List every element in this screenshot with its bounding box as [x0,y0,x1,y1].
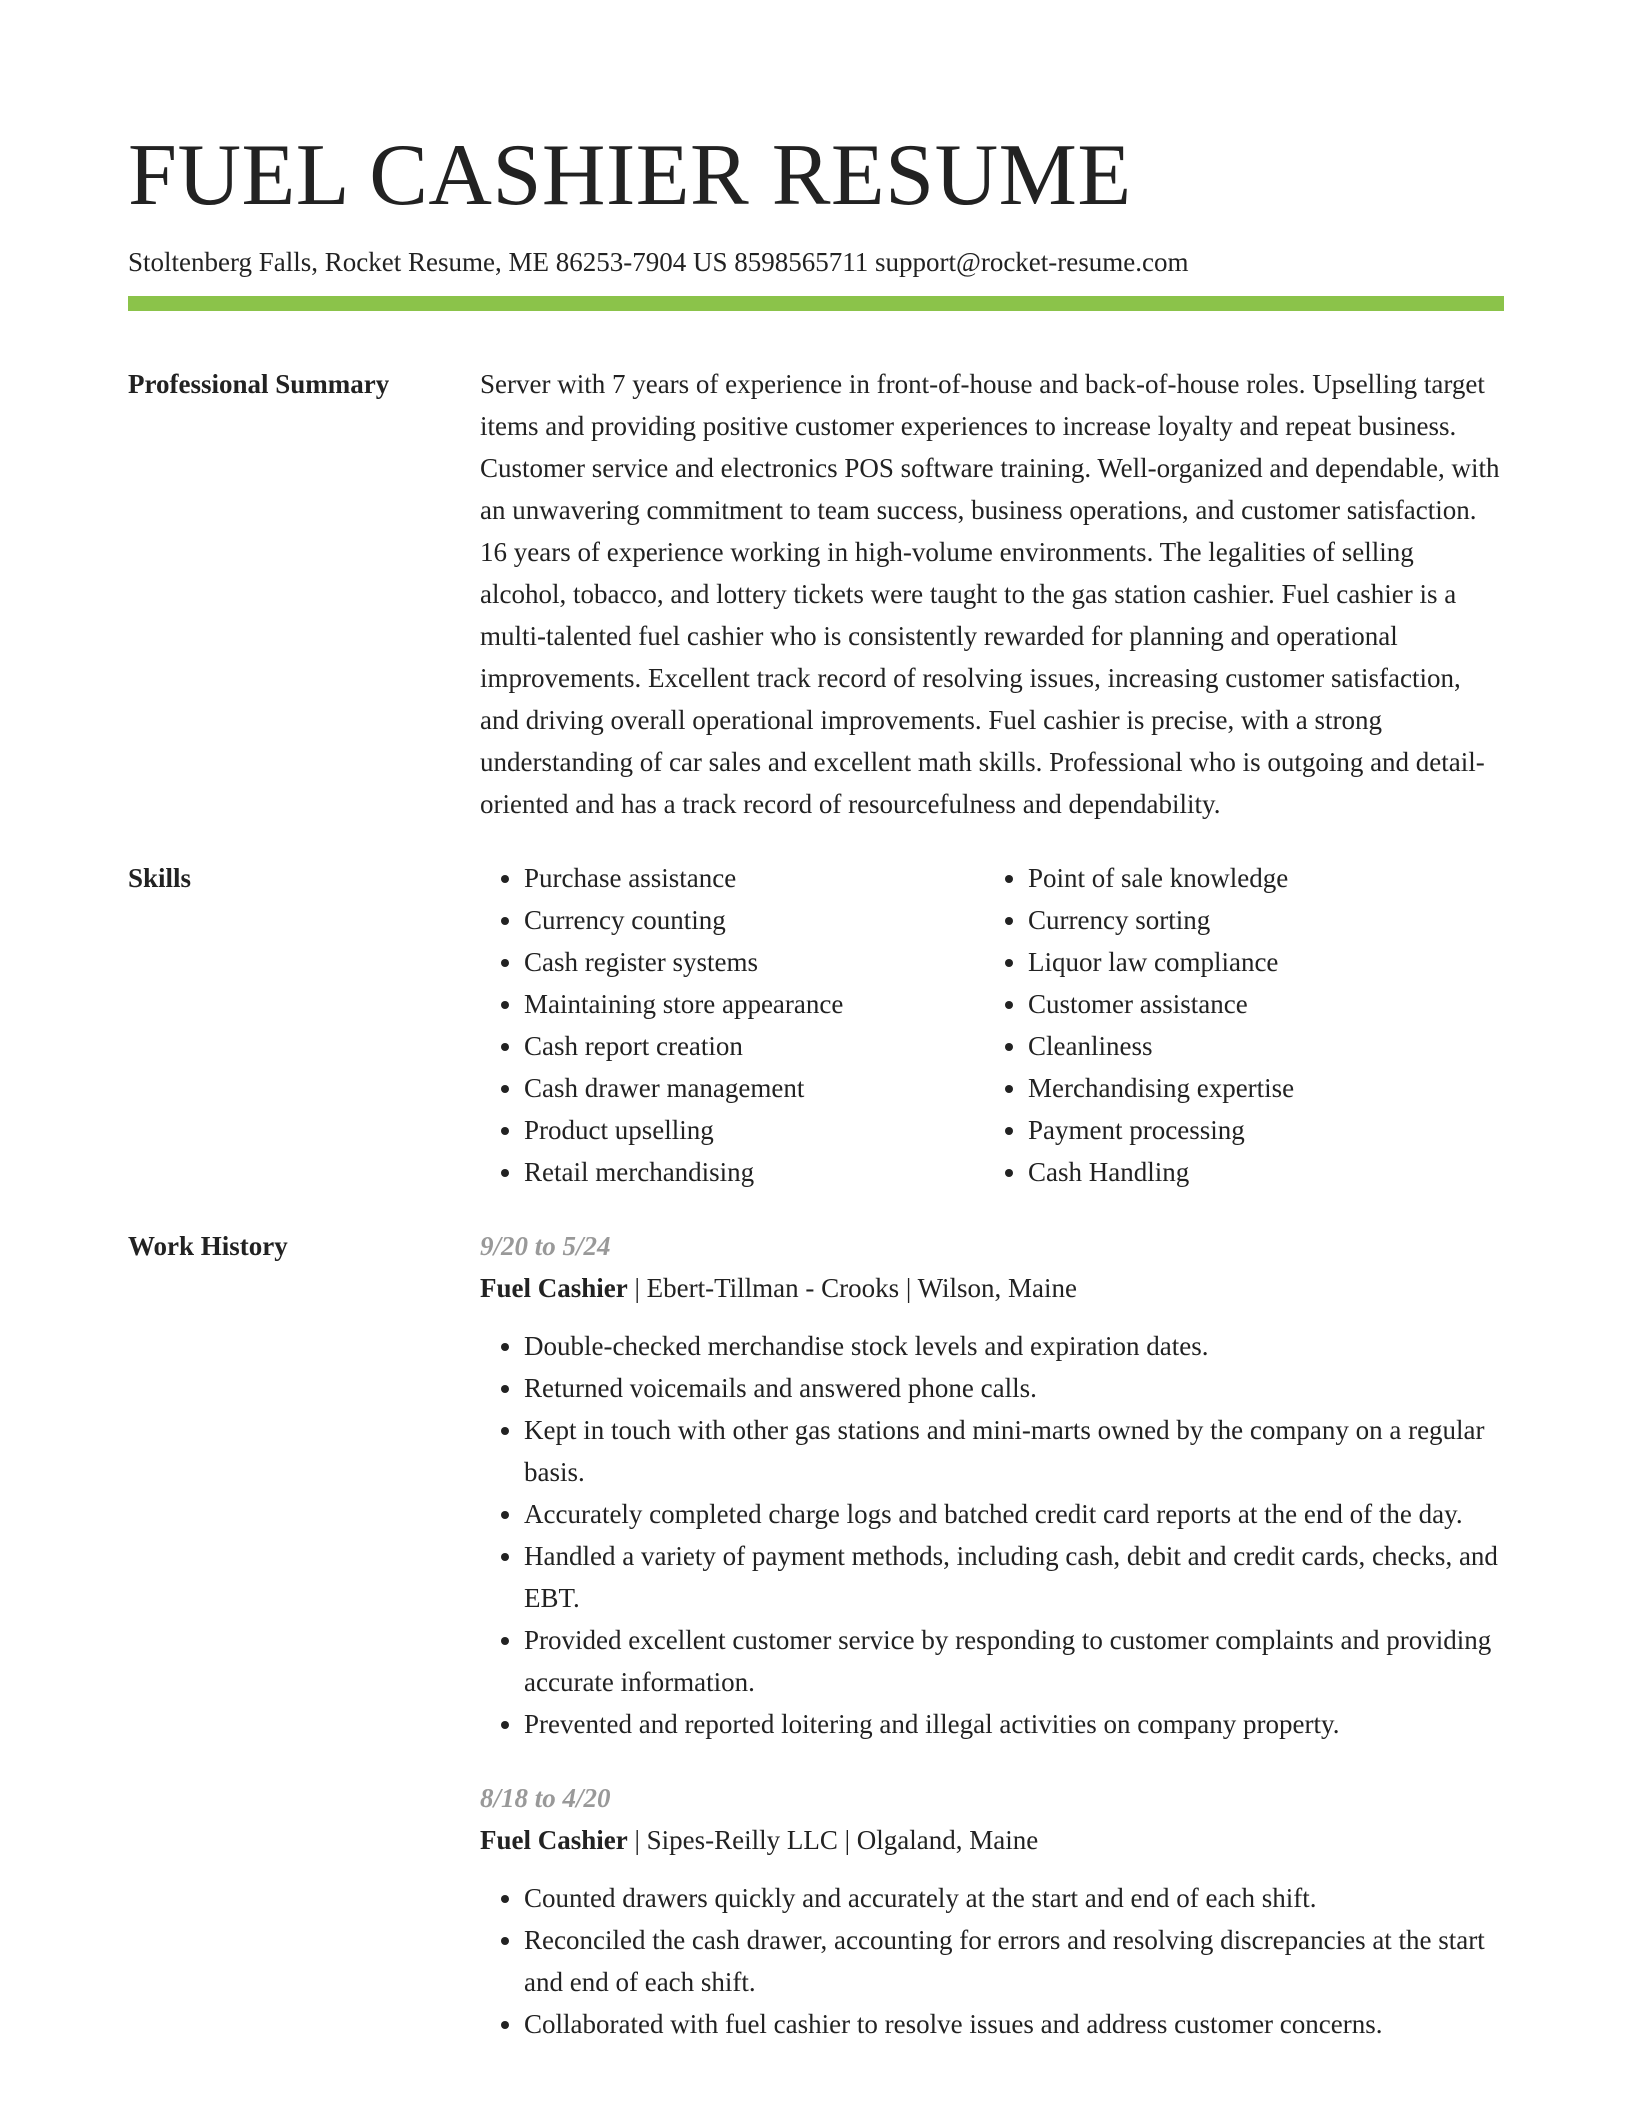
skills-list-left [480,857,984,1193]
job-title: Fuel Cashier [480,1825,628,1856]
skill-item: • Cash register systems [524,941,984,983]
summary-label: Professional Summary [128,369,390,400]
contact-line: Stoltenberg Falls, Rocket Resume, ME 86253-7904 US 8598565711 support@rocket-resume.com [128,247,1189,277]
skill-item: • Cash report creation [524,1025,984,1067]
skills-grid [480,857,1508,1193]
skill-item: • Purchase assistance [524,857,984,899]
accent-divider [128,296,1504,311]
job-entry [480,1777,1504,2045]
summary-section [128,363,1504,825]
job-details: | Ebert-Tillman - Crooks | Wilson, Maine [627,1273,1077,1304]
job-bullet: • Accurately completed charge logs and batched credit card reports at the end of the day. [524,1493,1504,1535]
skill-item: • Point of sale knowledge [1028,857,1508,899]
job-bullet: • Collaborated with fuel cashier to resolve issues and address customer concerns. [524,2003,1504,2045]
job-bullet: • Prevented and reported loitering and illegal activities on company property. [524,1703,1504,1745]
job-bullet: • Handled a variety of payment methods, including cash, debit and credit cards, checks, and EBT. [524,1535,1504,1619]
skill-item: • Product upselling [524,1109,984,1151]
skill-item: • Currency counting [524,899,984,941]
job-bullet: • Counted drawers quickly and accurately at the start and end of each shift. [524,1877,1504,1919]
skills-body [480,857,1508,1193]
skill-item: • Retail merchandising [524,1151,984,1193]
job-bullets [480,1877,1504,2045]
work-history-body [480,1225,1504,2045]
job-bullet: • Reconciled the cash drawer, accounting for errors and resolving discrepancies at the start and end of each shift. [524,1919,1504,2003]
job-heading [480,1819,1504,1861]
skill-item: • Merchandising expertise [1028,1067,1508,1109]
job-dates: 9/20 to 5/24 [480,1231,611,1262]
resume-page [128,120,1504,2045]
job-bullet: • Provided excellent customer service by responding to customer complaints and providing accurate information. [524,1619,1504,1703]
skill-item: • Cleanliness [1028,1025,1508,1067]
skills-list-right [984,857,1508,1193]
job-title: Fuel Cashier [480,1273,628,1304]
skill-item: • Payment processing [1028,1109,1508,1151]
job-details: | Sipes-Reilly LLC | Olgaland, Maine [627,1825,1039,1856]
job-bullets [480,1325,1504,1745]
skills-label: Skills [128,863,192,894]
job-dates: 8/18 to 4/20 [480,1783,611,1814]
skill-item: • Cash Handling [1028,1151,1508,1193]
job-bullet: • Returned voicemails and answered phone calls. [524,1367,1504,1409]
skill-item: • Currency sorting [1028,899,1508,941]
skill-item: • Customer assistance [1028,983,1508,1025]
skill-item: • Cash drawer management [524,1067,984,1109]
job-heading [480,1267,1504,1309]
work-history-label: Work History [128,1231,288,1262]
resume-title: FUEL CASHIER RESUME [128,127,1132,224]
skill-item: • Liquor law compliance [1028,941,1508,983]
job-bullet: • Double-checked merchandise stock levels and expiration dates. [524,1325,1504,1367]
job-bullet: • Kept in touch with other gas stations and mini-marts owned by the company on a regular basis. [524,1409,1504,1493]
skill-item: • Maintaining store appearance [524,983,984,1025]
summary-body [480,363,1504,825]
skills-section [128,857,1504,1193]
summary-text: Server with 7 years of experience in front-of-house and back-of-house roles. Upselling target items and providing positive customer experiences to increase loyalty and repeat business. Customer service and electronics POS software training. Well-organized and dependable, with an unwavering commitment to team success, business operations, and customer satisfaction. 16 years of experience working in high-volume environments. The legalities of selling alcohol, tobacco, and lottery tickets were taught to the gas station cashier. Fuel cashier is a multi-talented fuel cashier who is consistently rewarded for planning and operational improvements. Excellent track record of resolving issues, increasing customer satisfaction, and driving overall operational improvements. Fuel cashier is precise, with a strong understanding of car sales and excellent math skills. Professional who is outgoing and detail-oriented and has a track record of resourcefulness and dependability. [480,369,1500,820]
job-entry [480,1225,1504,1745]
work-history-section [128,1225,1504,2045]
